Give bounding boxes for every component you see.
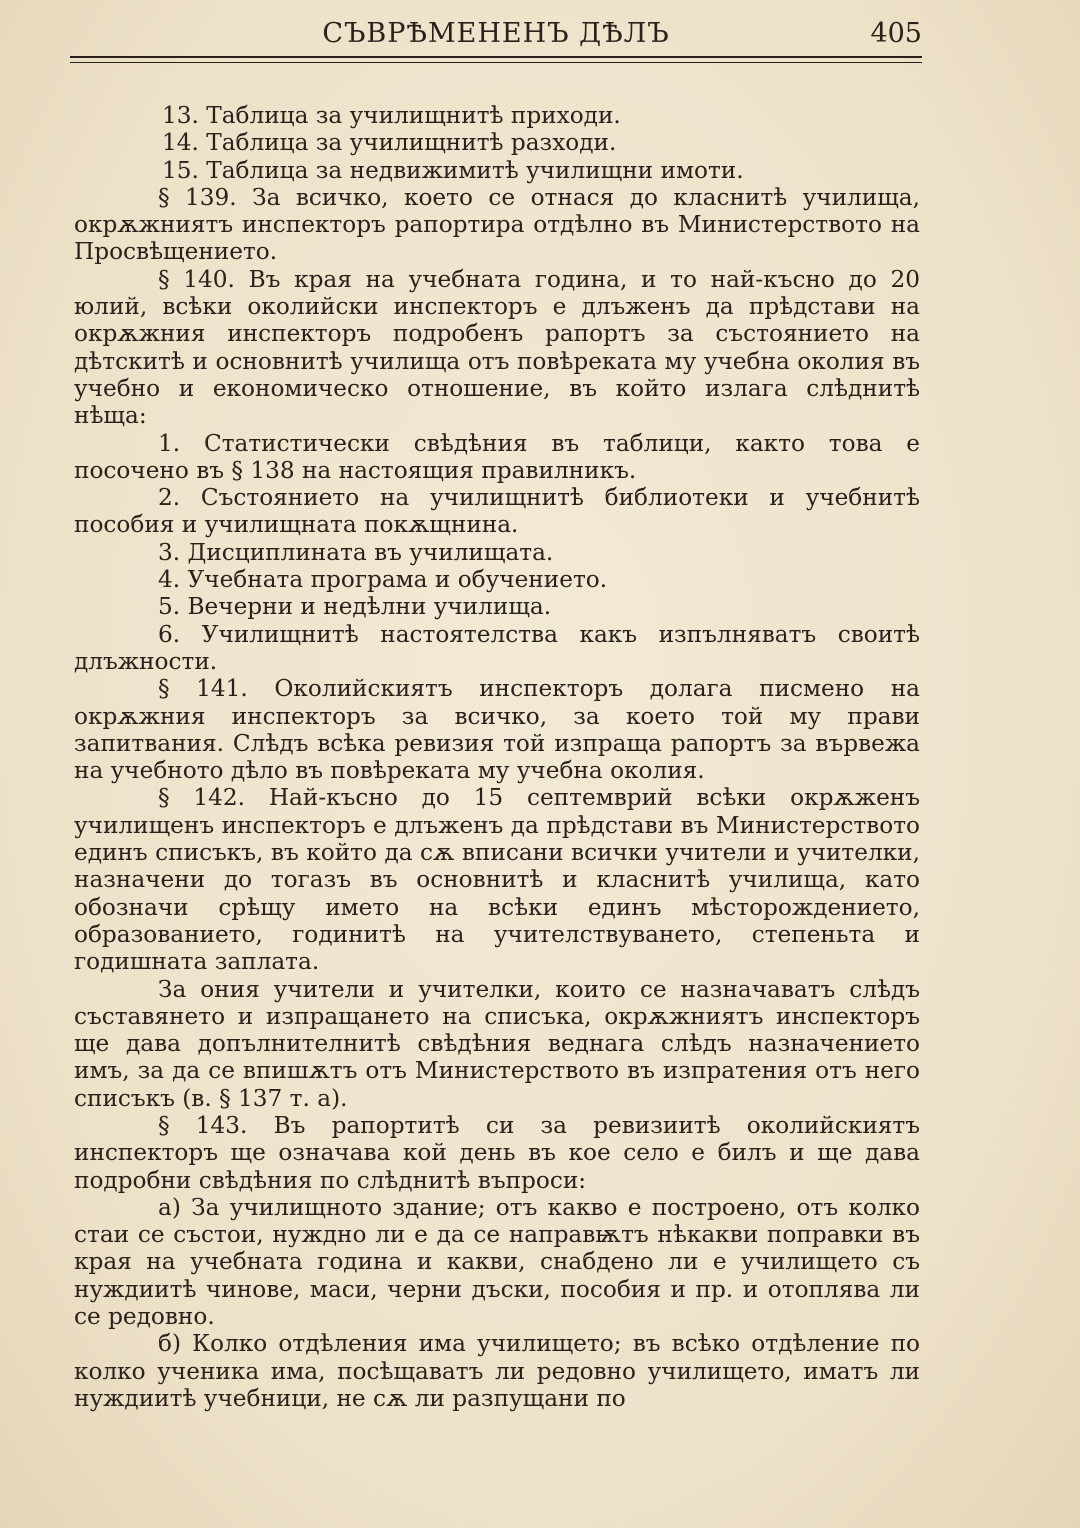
section-140: § 140. Въ края на учебната година, и то най-късно до 20 юлий, всѣки околийски инспекторъ е длъженъ да прѣдстави на окрѫжния инспекторъ подробенъ рапортъ за състоянието на дѣтскитѣ и основнитѣ училища отъ повѣреката му учебна околия въ учебно и економическо отношение, въ който излага слѣднитѣ нѣща: [74, 265, 920, 430]
header-rule-thin [70, 62, 922, 63]
section-143-item-a: а) За училищното здание; отъ какво е построено, отъ колко стаи се състои, нуждно ли е да се направѭтъ нѣкакви поправки въ края на учебната година и какви, снабдено ли е училището съ нуждиитѣ чинове, маси, черни дъски, пособия и пр. и отоплява ли се редовно. [74, 1193, 920, 1331]
list-item-13: 13. Таблица за училищнитѣ приходи. [162, 102, 621, 129]
page-number: 405 [870, 18, 922, 49]
header-rule-thick [70, 56, 922, 58]
section-142: § 142. Най-късно до 15 септемврий всѣки окрѫженъ училищенъ инспекторъ е длъженъ да прѣдстави въ Министерството единъ списъкъ, въ който да сѫ вписани всички учители и учителки, назначени до тогазъ въ основнитѣ и класнитѣ училища, като обозначи срѣщу името на всѣки единъ мѣсторождението, образованието, годинитѣ на учителствуването, степеньта и годишната заплата. [74, 784, 920, 976]
running-header [70, 14, 922, 54]
running-title: СЪВРѢМЕНЕНЪ ДѢЛЪ [322, 18, 670, 49]
section-139: § 139. За всичко, което се отнася до класнитѣ училища, окрѫжниятъ инспекторъ рапортира отдѣлно въ Министерството на Просвѣщението. [74, 183, 920, 266]
list-item-15: 15. Таблица за недвижимитѣ училищни имоти. [162, 156, 744, 184]
section-142-continuation: За ония учители и учителки, които се назначаватъ слѣдъ съставянето и изпращането на списъка, окрѫжниятъ инспекторъ ще дава допълнителнитѣ свѣдѣния веднага слѣдъ назначението имъ, за да се впишѫтъ отъ Министерството въ изпратения отъ него списъкъ (в. § 137 т. а). [74, 975, 920, 1112]
section-141: § 141. Околийскиятъ инспекторъ долага писмено на окрѫжния инспекторъ за всичко, за което той му прави запитвания. Слѣдъ всѣка ревизия той изпраща рапортъ за вървежа на учебното дѣло въ повѣреката му учебна околия. [74, 675, 920, 785]
report-item-2: 2. Състоянието на училищнитѣ библиотеки и учебнитѣ пособия и училищната покѫщнина. [74, 484, 920, 539]
page-body [74, 102, 920, 1412]
report-item-4: 4. Учебната програма и обучението. [158, 566, 608, 594]
report-item-5: 5. Вечерни и недѣлни училища. [158, 593, 552, 621]
report-item-6: 6. Училищнитѣ настоятелства какъ изпълняватъ своитѣ длъжности. [74, 620, 920, 675]
section-143-item-b: б) Колко отдѣления има училището; въ всѣко отдѣление по колко ученика има, посѣщаватъ ли редовно училището, иматъ ли нуждиитѣ учебници, не сѫ ли разпущани по [74, 1330, 920, 1412]
section-143: § 143. Въ рапортитѣ си за ревизиитѣ околийскиятъ инспекторъ ще означава кой день въ кое село е билъ и ще дава подробни свѣдѣния по слѣднитѣ въпроси: [74, 1111, 920, 1194]
report-item-1: 1. Статистически свѣдѣния въ таблици, както това е посочено въ § 138 на настоящия правилникъ. [74, 429, 920, 484]
report-item-3: 3. Дисциплината въ училищата. [158, 538, 554, 566]
list-item-14: 14. Таблица за училищнитѣ разходи. [162, 129, 617, 157]
